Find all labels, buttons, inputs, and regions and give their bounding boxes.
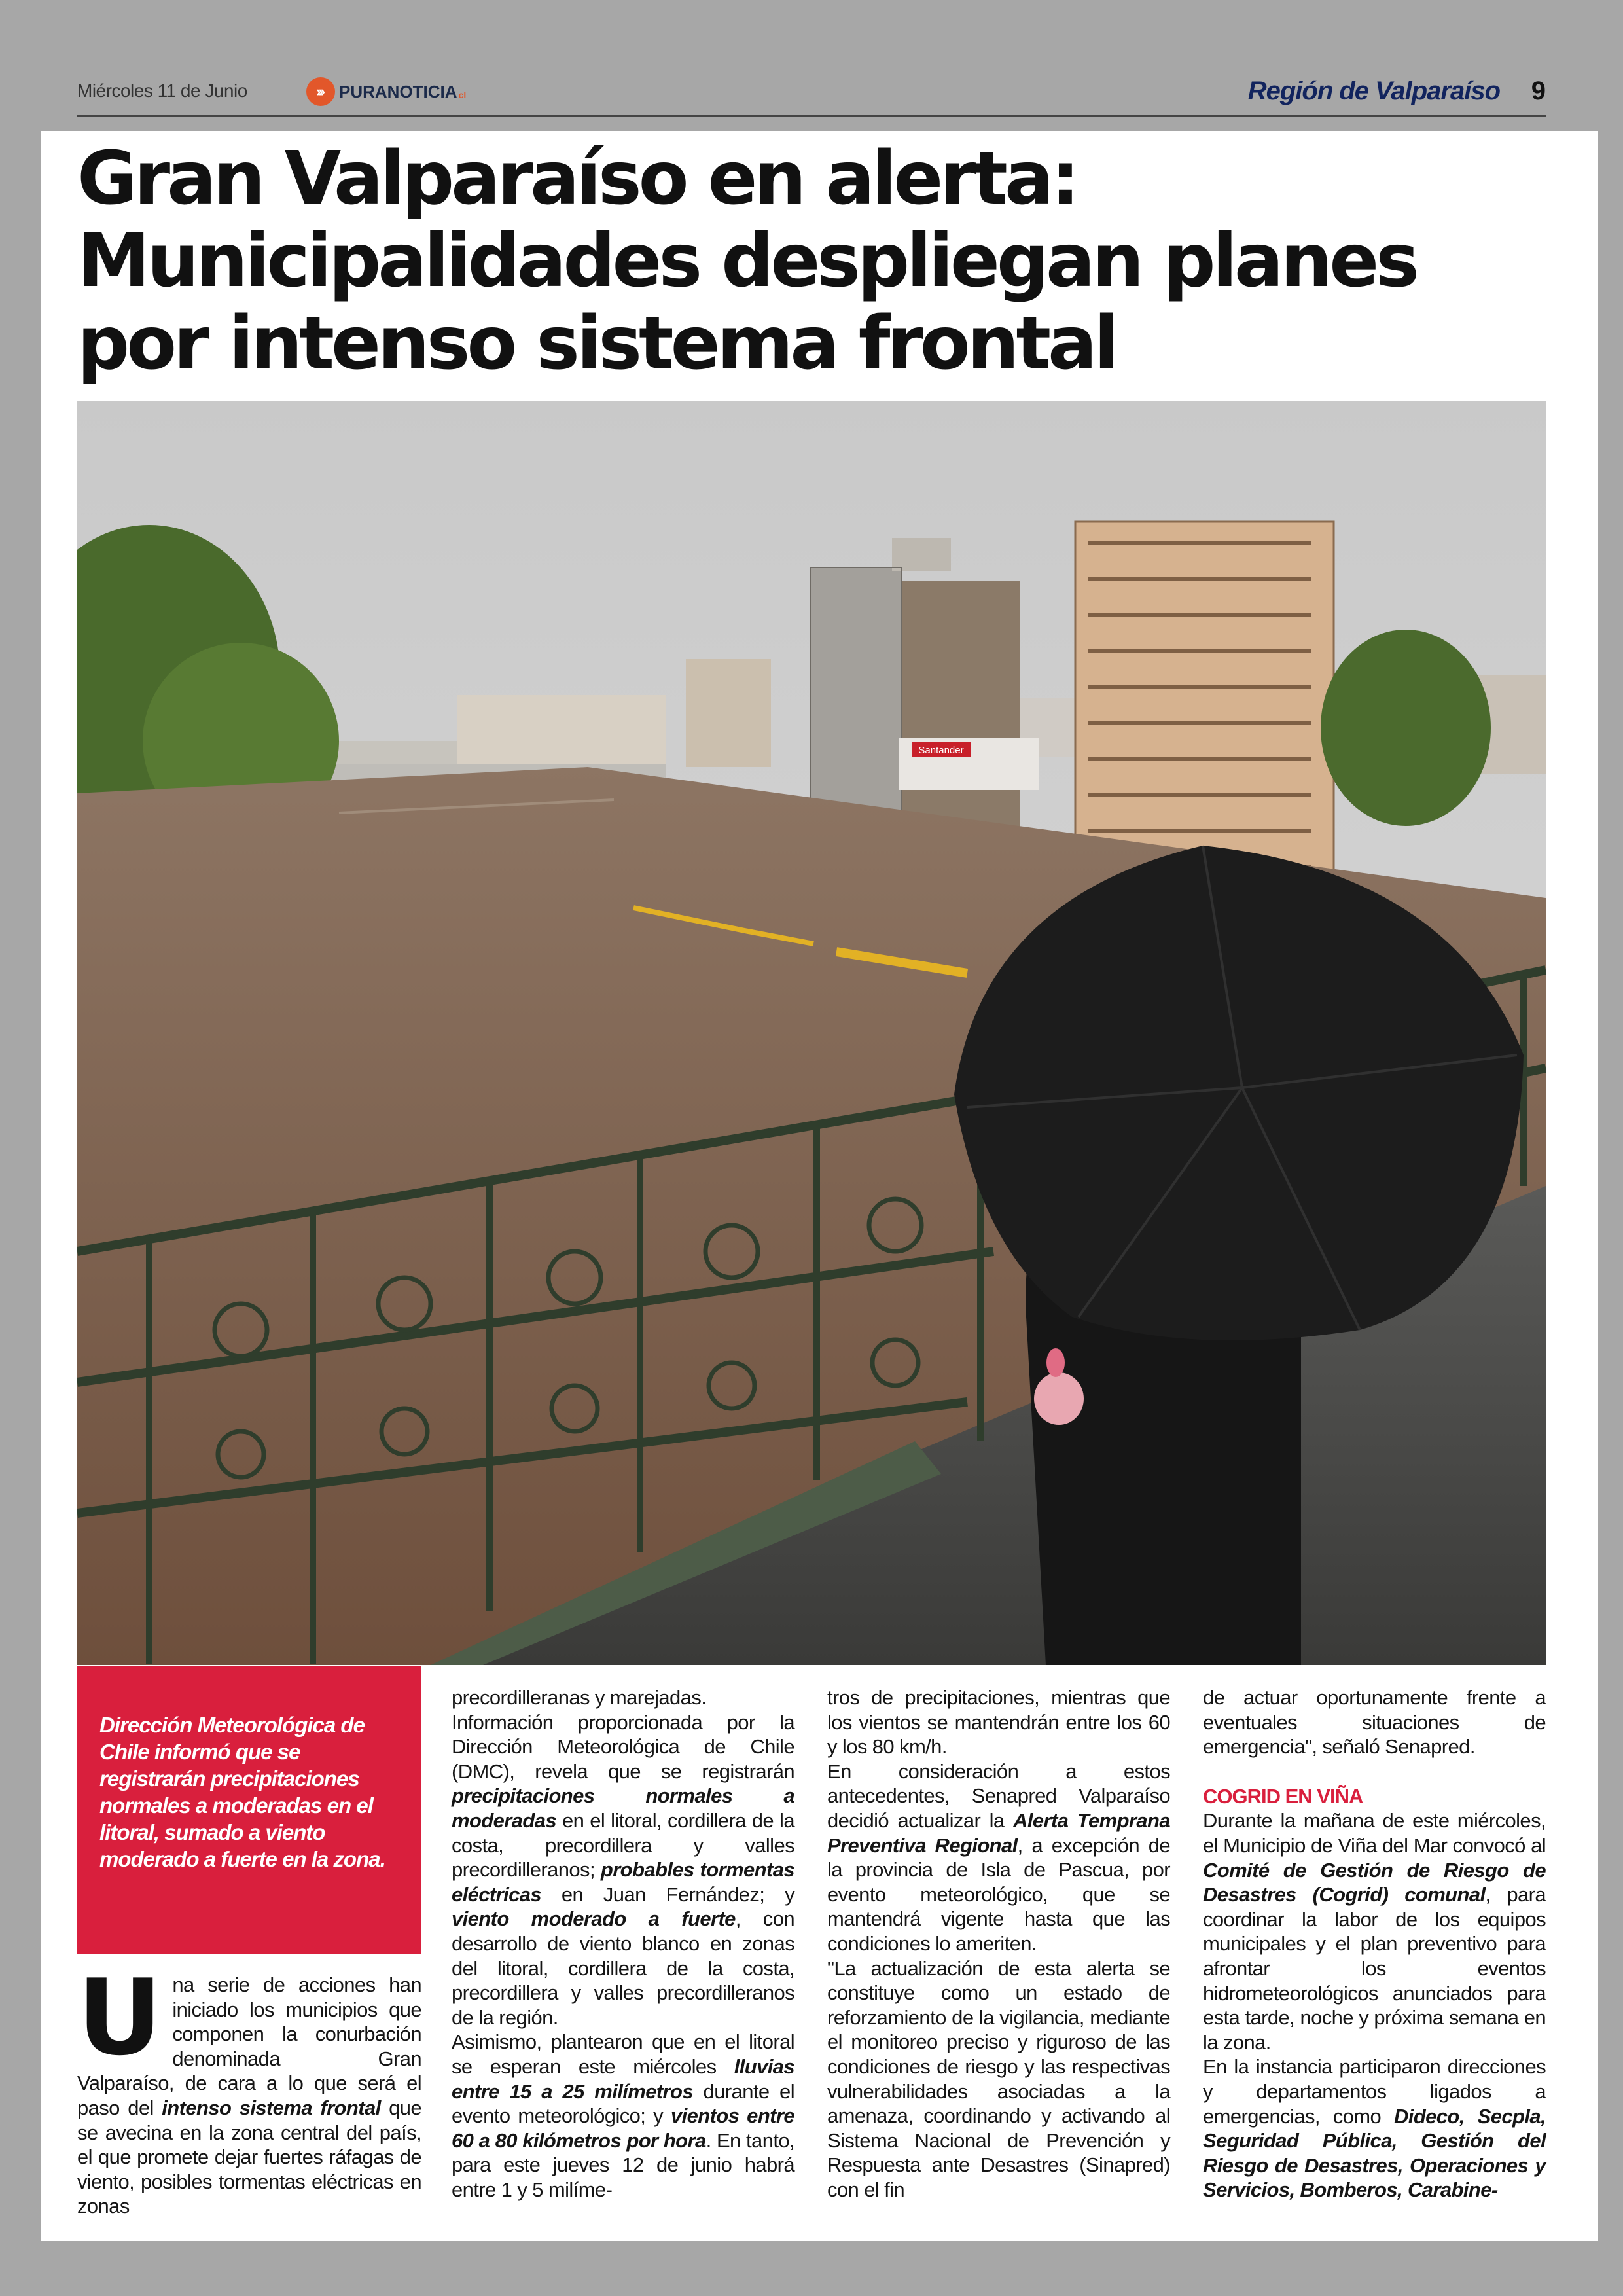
col3-paragraph-1: tros de precipitaciones, mientras que los vientos se mantendrán entre los 60 y los 80 km/h. <box>827 1686 1170 1759</box>
col2-p2-text-4: , con desarrollo de viento blanco en zonas del litoral, cordillera de la costa, precordillera y valles precordilleranos de la región. <box>452 1907 794 2029</box>
keychain-head <box>1046 1348 1065 1377</box>
article-column-4 <box>1203 1685 1546 2202</box>
col4-p2-bold-1: Comité de Gestión de Riesgo de Desastres (Cogrid) comunal <box>1203 1858 1546 1907</box>
col4-paragraph-1: de actuar oportunamente frente a eventuales situaciones de emergencia", señaló Senapred. <box>1203 1686 1546 1759</box>
col3-p2-text-2: , a excepción de la provincia de Isla de Pascua, por evento meteorológico, que se mantendrá vigente hasta que las condiciones lo ameriten. <box>827 1833 1170 1955</box>
col2-p2-bold-1: precipitaciones normales a moderadas <box>452 1784 794 1832</box>
storefront-sign: Santander <box>918 745 964 756</box>
headline-line-3: por intenso sistema frontal <box>77 301 1116 386</box>
flooded-river-photo <box>77 401 1546 1665</box>
page-header <box>77 75 1546 117</box>
col1-bold-1: intenso sistema frontal <box>162 2096 381 2119</box>
headline-line-1: Gran Valparaíso en alerta: <box>77 136 1077 221</box>
brand-name: PURANOTICIA <box>339 81 457 101</box>
brand-arrows-icon: ››› <box>306 77 335 106</box>
col4-paragraph-3 <box>1203 2054 1546 2202</box>
col2-p2-text-2: en el litoral, cordillera de la costa, precordillera y valles precordilleranos; <box>452 1808 794 1882</box>
col3-paragraph-2 <box>827 1759 1170 1956</box>
col2-p3-bold-2: vientos entre 60 a 80 kilómetros por hora <box>452 2104 794 2152</box>
subhead-cogrid: COGRID EN VIÑA <box>1203 1784 1363 1808</box>
col2-paragraph-2 <box>452 1710 794 2030</box>
page-number: 9 <box>1531 77 1546 105</box>
col2-p3-bold-1: lluvias entre 15 a 25 milímetros <box>452 2054 794 2103</box>
col3-p2-text-1: En consideración a estos antecedentes, Senapred Valparaíso decidió actualizar la <box>827 1759 1170 1832</box>
drop-cap: U <box>77 1956 162 2079</box>
headline <box>77 137 1556 385</box>
col2-p3-text-1: Asimismo, plantearon que en el litoral se esperan este miércoles <box>452 2030 794 2078</box>
col3-p2-bold-1: Alerta Temprana Preventiva Regional <box>827 1808 1170 1857</box>
col2-paragraph-1: precordilleranas y marejadas. <box>452 1686 707 1709</box>
col2-p2-bold-3: viento moderado a fuerte <box>452 1907 736 1931</box>
col2-p3-text-3: . En tanto, para este jueves 12 de junio habrá entre 1 y 5 milíme- <box>452 2128 795 2201</box>
callout-text: Dirección Meteorológica de Chile informó que se registrarán precipitaciones normales a moderadas en el litoral, sumado a viento moderado a fuerte en la zona. <box>99 1713 385 1871</box>
col2-p2-text-3: en Juan Fernández; y <box>541 1882 794 1906</box>
col1-text-1: na serie de acciones han iniciado los municipios que componen la conurbación denominada Gran Valparaíso, de cara a lo que será el paso del <box>77 1973 421 2119</box>
trees-right <box>1321 630 1491 826</box>
col4-paragraph-2 <box>1203 1808 1546 2054</box>
brand-logo[interactable] <box>306 75 466 108</box>
col4-p3-bold-1: Dideco, Secpla, Seguridad Pública, Gestión del Riesgo de Desastres, Operaciones y Servicios, Bomberos, Carabine- <box>1203 2104 1546 2202</box>
brand-suffix: cl <box>458 90 467 100</box>
article-column-3 <box>827 1685 1170 2202</box>
col2-p2-bold-2: probables tormentas eléctricas <box>452 1858 794 1906</box>
issue-date: Miércoles 11 de Junio <box>77 81 247 101</box>
col4-p2-text-1: Durante la mañana de este miércoles, el Municipio de Viña del Mar convocó al <box>1203 1809 1546 1857</box>
callout-box <box>77 1666 421 1954</box>
headline-line-2: Municipalidades despliegan planes <box>77 219 1416 304</box>
col4-p3-text-1: En la instancia participaron direcciones y departamentos ligados a emergencias, como <box>1203 2055 1546 2128</box>
pink-keychain <box>1034 1372 1084 1425</box>
col1-text-2: que se avecina en la zona central del país, el que promete dejar fuertes ráfagas de viento, posibles tormentas eléctricas en zonas <box>77 2096 421 2218</box>
article-column-1 <box>77 1956 421 2219</box>
col2-p3-text-2: durante el evento meteorológico; y <box>452 2079 794 2128</box>
article-column-2 <box>452 1685 794 2202</box>
lead-photo <box>77 401 1546 1665</box>
col3-paragraph-3: "La actualización de esta alerta se constituye como un estado de reforzamiento de la vigilancia, mediante el monitoreo preciso y riguroso de las condiciones de riesgo y las respectivas vulnerabilidades asociadas a la amenaza, coordinando y activando al Sistema Nacional de Prevención y Respuesta ante Desastres (Sinapred) con el fin <box>827 1956 1170 2201</box>
section-title: Región de Valparaíso <box>1247 77 1500 105</box>
col2-paragraph-3 <box>452 2030 794 2202</box>
col2-p2-text-1: Información proporcionada por la Dirección Meteorológica de Chile (DMC), revela que se registrarán <box>452 1710 794 1783</box>
col4-p2-text-2: , para coordinar la labor de los equipos municipales y el plan preventivo para afrontar los eventos hidrometeorológicos anunciados para esta tarde, noche y próxima semana en la zona. <box>1203 1883 1546 2054</box>
